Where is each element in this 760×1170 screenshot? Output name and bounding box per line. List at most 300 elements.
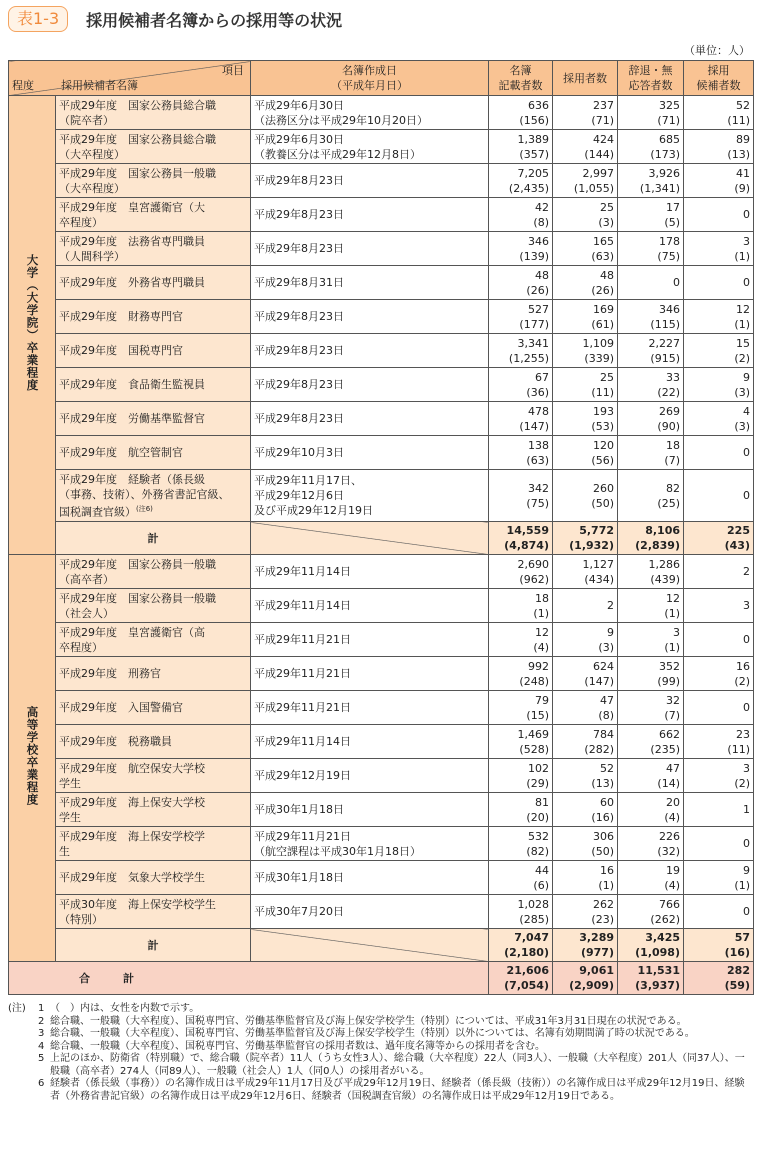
cell-hired xyxy=(553,368,618,402)
table-row xyxy=(9,759,754,793)
female-value-candidates: (11) xyxy=(727,742,750,756)
list-name-cell xyxy=(56,334,251,368)
value-candidates: 0 xyxy=(743,208,750,221)
value-registered: 44 xyxy=(535,863,549,877)
table-row xyxy=(9,300,754,334)
cell-registered xyxy=(489,725,553,759)
list-name-cell xyxy=(56,725,251,759)
cell-declined xyxy=(618,232,684,266)
table-row xyxy=(9,725,754,759)
cell-hired xyxy=(553,130,618,164)
value-candidates: 0 xyxy=(743,837,750,850)
cell-candidates xyxy=(684,266,754,300)
list-name: 平成29年度 国税専門官 xyxy=(59,344,183,357)
cell-hired xyxy=(553,759,618,793)
table-row xyxy=(9,130,754,164)
footnote-number: 2 xyxy=(38,1015,45,1027)
value-hired: 237 xyxy=(593,98,614,112)
female-value-candidates: (1) xyxy=(734,317,750,331)
list-date: 平成29年8月23日 xyxy=(251,368,489,402)
cell-declined xyxy=(618,164,684,198)
value-hired: 2 xyxy=(607,599,614,612)
cell-registered xyxy=(489,130,553,164)
female-value-declined: (90) xyxy=(657,419,680,433)
value-declined: 346 xyxy=(659,302,680,316)
header-level: 程度 xyxy=(12,79,34,92)
value-hired: 165 xyxy=(593,234,614,248)
cell-declined xyxy=(618,436,684,470)
table-row xyxy=(9,657,754,691)
cell-candidates xyxy=(684,793,754,827)
value-declined: 11,531 xyxy=(637,964,680,977)
value-candidates: 0 xyxy=(743,276,750,289)
list-name: 平成29年度 皇宮護衛官（大 卒程度） xyxy=(59,200,205,229)
value-candidates: 9 xyxy=(743,863,750,877)
list-date: 平成29年11月14日 xyxy=(251,725,489,759)
cell-hired xyxy=(553,232,618,266)
female-value-registered: (1,255) xyxy=(508,351,549,365)
value-declined: 2,227 xyxy=(648,336,680,350)
footnote-text: 経験者（係長級（事務））の名簿作成日は平成29年11月17日及び平成29年12月19日、経験者（係長級（技術））の名簿作成日は平成29年12月19日、経験者（外務省書記官級）の名簿作成日は平成29年12月6日、経験者（国税調査官級）の名簿作成日は平成29年12月19日である。 xyxy=(50,1078,745,1102)
value-registered: 532 xyxy=(528,829,549,843)
value-registered: 1,389 xyxy=(517,132,549,146)
value-declined: 18 xyxy=(666,438,680,452)
value-candidates: 41 xyxy=(736,166,750,180)
value-registered: 7,205 xyxy=(517,166,549,180)
cell-candidates xyxy=(684,555,754,589)
table-row xyxy=(9,164,754,198)
value-candidates: 12 xyxy=(736,302,750,316)
table-row xyxy=(9,436,754,470)
table-row xyxy=(9,895,754,929)
footnote-item xyxy=(8,1028,753,1041)
value-candidates: 4 xyxy=(743,404,750,418)
female-value-declined: (1,098) xyxy=(635,946,680,959)
level-category-cell xyxy=(9,96,56,555)
female-value-declined: (75) xyxy=(657,249,680,263)
female-value-registered: (63) xyxy=(526,453,549,467)
cell-candidates xyxy=(684,334,754,368)
list-name: 平成29年度 刑務官 xyxy=(59,667,161,680)
value-candidates: 0 xyxy=(743,633,750,646)
female-value-registered: (82) xyxy=(526,844,549,858)
female-value-registered: (26) xyxy=(526,283,549,297)
list-date: 平成30年1月18日 xyxy=(251,861,489,895)
female-value-hired: (339) xyxy=(584,351,614,365)
cell-candidates xyxy=(684,827,754,861)
value-declined: 12 xyxy=(666,591,680,605)
list-date: 平成29年12月19日 xyxy=(251,759,489,793)
list-name: 平成29年度 国家公務員一般職 （社会人） xyxy=(59,591,216,620)
value-hired: 624 xyxy=(593,659,614,673)
cell-candidates xyxy=(684,929,754,962)
header-row xyxy=(9,61,754,96)
value-candidates: 225 xyxy=(727,524,750,537)
header-date: 名簿作成日 （平成年月日） xyxy=(251,61,489,96)
cell-registered xyxy=(489,827,553,861)
list-date: 平成29年11月21日 （航空課程は平成30年1月18日） xyxy=(251,827,489,861)
female-value-hired: (56) xyxy=(591,453,614,467)
cell-registered xyxy=(489,300,553,334)
value-registered: 81 xyxy=(535,795,549,809)
female-value-registered: (4) xyxy=(533,640,549,654)
list-name-cell xyxy=(56,164,251,198)
cell-registered xyxy=(489,589,553,623)
female-value-hired: (282) xyxy=(584,742,614,756)
value-declined: 17 xyxy=(666,200,680,214)
footnote-item xyxy=(8,1041,753,1054)
value-hired: 47 xyxy=(600,693,614,707)
cell-registered xyxy=(489,164,553,198)
subtotal-row xyxy=(9,522,754,555)
value-hired: 3,289 xyxy=(579,931,614,944)
value-declined: 47 xyxy=(666,761,680,775)
table-row xyxy=(9,470,754,522)
cell-hired xyxy=(553,96,618,130)
cell-hired xyxy=(553,300,618,334)
cell-candidates xyxy=(684,657,754,691)
value-registered: 7,047 xyxy=(514,931,549,944)
value-declined: 3,926 xyxy=(648,166,680,180)
table-number-badge: 表1-3 xyxy=(8,6,68,32)
cell-declined xyxy=(618,300,684,334)
cell-declined xyxy=(618,895,684,929)
female-value-candidates: (3) xyxy=(734,419,750,433)
cell-registered xyxy=(489,96,553,130)
list-date: 平成29年8月31日 xyxy=(251,266,489,300)
cell-registered xyxy=(489,657,553,691)
list-name-cell xyxy=(56,96,251,130)
female-value-hired: (23) xyxy=(591,912,614,926)
page-title: 採用候補者名簿からの採用等の状況 xyxy=(86,10,343,30)
table-row xyxy=(9,368,754,402)
cell-registered xyxy=(489,623,553,657)
footnotes xyxy=(8,1003,753,1103)
value-registered: 12 xyxy=(535,625,549,639)
female-value-registered: (8) xyxy=(533,215,549,229)
female-value-declined: (439) xyxy=(650,572,680,586)
value-declined: 178 xyxy=(659,234,680,248)
female-value-candidates: (16) xyxy=(724,946,750,959)
cell-declined xyxy=(618,368,684,402)
cell-registered xyxy=(489,368,553,402)
female-value-hired: (13) xyxy=(591,776,614,790)
value-hired: 306 xyxy=(593,829,614,843)
footnote-number: 3 xyxy=(38,1028,45,1039)
cell-candidates xyxy=(684,725,754,759)
cell-declined xyxy=(618,589,684,623)
value-declined: 685 xyxy=(659,132,680,146)
cell-declined xyxy=(618,623,684,657)
value-declined: 32 xyxy=(666,693,680,707)
value-candidates: 16 xyxy=(736,659,750,673)
female-value-declined: (99) xyxy=(657,674,680,688)
footnote-prefix xyxy=(8,1016,38,1029)
cell-declined xyxy=(618,198,684,232)
table-row xyxy=(9,402,754,436)
value-declined: 269 xyxy=(659,404,680,418)
female-value-declined: (915) xyxy=(650,351,680,365)
list-name-cell xyxy=(56,402,251,436)
cell-hired xyxy=(553,623,618,657)
female-value-declined: (1,341) xyxy=(639,181,680,195)
cell-hired xyxy=(553,691,618,725)
cell-hired xyxy=(553,164,618,198)
value-hired: 25 xyxy=(600,370,614,384)
female-value-hired: (61) xyxy=(591,317,614,331)
cell-declined xyxy=(618,691,684,725)
cell-hired xyxy=(553,861,618,895)
cell-declined xyxy=(618,793,684,827)
value-declined: 766 xyxy=(659,897,680,911)
female-value-candidates: (11) xyxy=(727,113,750,127)
table-row xyxy=(9,827,754,861)
female-value-registered: (20) xyxy=(526,810,549,824)
list-name-cell xyxy=(56,198,251,232)
cell-registered xyxy=(489,470,553,522)
cell-candidates xyxy=(684,962,754,995)
value-hired: 262 xyxy=(593,897,614,911)
female-value-hired: (977) xyxy=(580,946,614,959)
table-row xyxy=(9,623,754,657)
list-name: 平成29年度 税務職員 xyxy=(59,735,172,748)
value-registered: 1,028 xyxy=(517,897,549,911)
cell-hired xyxy=(553,929,618,962)
value-hired: 48 xyxy=(600,268,614,282)
female-value-declined: (14) xyxy=(657,776,680,790)
cell-candidates xyxy=(684,470,754,522)
female-value-hired: (147) xyxy=(584,674,614,688)
cell-declined xyxy=(618,827,684,861)
value-candidates: 52 xyxy=(736,98,750,112)
value-candidates: 89 xyxy=(736,132,750,146)
value-candidates: 57 xyxy=(734,931,750,944)
value-registered: 527 xyxy=(528,302,549,316)
cell-registered xyxy=(489,895,553,929)
cell-hired xyxy=(553,334,618,368)
value-registered: 79 xyxy=(535,693,549,707)
list-name: 平成29年度 経験者（係長級 （事務、技術）、外務省書記官級、 国税調査官級） xyxy=(59,472,230,519)
female-value-registered: (15) xyxy=(526,708,549,722)
cell-hired xyxy=(553,266,618,300)
female-value-registered: (285) xyxy=(519,912,549,926)
list-name: 平成29年度 労働基準監督官 xyxy=(59,412,205,425)
cell-candidates xyxy=(684,861,754,895)
value-registered: 342 xyxy=(528,481,549,495)
list-name-cell xyxy=(56,555,251,589)
cell-hired xyxy=(553,470,618,522)
cell-candidates xyxy=(684,96,754,130)
value-declined: 82 xyxy=(666,481,680,495)
cell-candidates xyxy=(684,522,754,555)
header-registered: 名簿 記載者数 xyxy=(489,61,553,96)
cell-registered xyxy=(489,266,553,300)
female-value-candidates: (13) xyxy=(727,147,750,161)
cell-hired xyxy=(553,402,618,436)
female-value-hired: (53) xyxy=(591,419,614,433)
female-value-hired: (434) xyxy=(584,572,614,586)
cell-hired xyxy=(553,962,618,995)
list-name: 平成29年度 法務省専門職員 （人間科学） xyxy=(59,234,205,263)
footnote-prefix xyxy=(8,1053,38,1078)
level-category-label: 高等学校卒業程度 xyxy=(25,706,40,806)
cell-candidates xyxy=(684,130,754,164)
list-date: 平成29年8月23日 xyxy=(251,198,489,232)
grand-total-label: 合 計 xyxy=(9,962,489,995)
cell-candidates xyxy=(684,691,754,725)
list-date: 平成29年11月14日 xyxy=(251,589,489,623)
list-name: 平成29年度 財務専門官 xyxy=(59,310,183,323)
footnote-text: 総合職、一般職（大卒程度）、国税専門官、労働基準監督官の採用者数は、過年度名簿等からの採用者を含む。 xyxy=(50,1040,545,1052)
cell-registered xyxy=(489,793,553,827)
footnote-item xyxy=(8,1016,753,1029)
female-value-registered: (248) xyxy=(519,674,549,688)
cell-declined xyxy=(618,470,684,522)
female-value-hired: (1,055) xyxy=(573,181,614,195)
female-value-registered: (177) xyxy=(519,317,549,331)
cell-hired xyxy=(553,589,618,623)
cell-declined xyxy=(618,555,684,589)
footnote-text: （ ）内は、女性を内数で示す。 xyxy=(50,1003,200,1014)
list-name: 平成29年度 気象大学校学生 xyxy=(59,871,205,884)
female-value-hired: (26) xyxy=(591,283,614,297)
female-value-candidates: (2) xyxy=(734,776,750,790)
level-category-label: 大学（大学院）卒業程度 xyxy=(25,254,40,392)
cell-candidates xyxy=(684,232,754,266)
value-hired: 260 xyxy=(593,481,614,495)
female-value-registered: (75) xyxy=(526,496,549,510)
cell-candidates xyxy=(684,402,754,436)
value-registered: 21,606 xyxy=(506,964,549,977)
table-row xyxy=(9,266,754,300)
list-name-cell xyxy=(56,130,251,164)
table-row xyxy=(9,334,754,368)
value-hired: 2,997 xyxy=(582,166,614,180)
value-hired: 5,772 xyxy=(579,524,614,537)
cell-registered xyxy=(489,232,553,266)
value-hired: 9 xyxy=(607,625,614,639)
value-registered: 67 xyxy=(535,370,549,384)
female-value-registered: (1) xyxy=(533,606,549,620)
value-candidates: 0 xyxy=(743,446,750,459)
value-hired: 16 xyxy=(600,863,614,877)
list-name: 平成29年度 食品衛生監視員 xyxy=(59,378,205,391)
list-name-cell xyxy=(56,623,251,657)
value-registered: 992 xyxy=(528,659,549,673)
female-value-registered: (29) xyxy=(526,776,549,790)
female-value-declined: (25) xyxy=(657,496,680,510)
value-candidates: 2 xyxy=(743,565,750,578)
female-value-declined: (4) xyxy=(664,878,680,892)
female-value-declined: (262) xyxy=(650,912,680,926)
value-hired: 193 xyxy=(593,404,614,418)
header-list-name: 採用候補者名簿 xyxy=(61,79,138,92)
cell-candidates xyxy=(684,300,754,334)
cell-candidates xyxy=(684,895,754,929)
female-value-declined: (173) xyxy=(650,147,680,161)
list-date: 平成29年10月3日 xyxy=(251,436,489,470)
female-value-registered: (147) xyxy=(519,419,549,433)
value-registered: 1,469 xyxy=(517,727,549,741)
female-value-declined: (32) xyxy=(657,844,680,858)
cell-declined xyxy=(618,96,684,130)
list-name: 平成29年度 国家公務員一般職 （大卒程度） xyxy=(59,166,216,195)
table-row xyxy=(9,793,754,827)
value-registered: 478 xyxy=(528,404,549,418)
female-value-registered: (156) xyxy=(519,113,549,127)
value-declined: 8,106 xyxy=(645,524,680,537)
subtotal-label: 計 xyxy=(56,522,251,555)
list-date: 平成29年8月23日 xyxy=(251,300,489,334)
list-name-cell xyxy=(56,759,251,793)
value-candidates: 3 xyxy=(743,761,750,775)
grand-total-row xyxy=(9,962,754,995)
cell-candidates xyxy=(684,164,754,198)
list-date: 平成29年8月23日 xyxy=(251,334,489,368)
female-value-registered: (2,435) xyxy=(508,181,549,195)
value-hired: 424 xyxy=(593,132,614,146)
female-value-candidates: (1) xyxy=(734,249,750,263)
list-name: 平成29年度 国家公務員総合職 （大卒程度） xyxy=(59,132,216,161)
list-name-cell xyxy=(56,657,251,691)
cell-candidates xyxy=(684,436,754,470)
table-row xyxy=(9,691,754,725)
value-registered: 14,559 xyxy=(506,524,549,537)
female-value-declined: (1) xyxy=(664,606,680,620)
cell-hired xyxy=(553,436,618,470)
female-value-candidates: (9) xyxy=(734,181,750,195)
female-value-candidates: (1) xyxy=(734,878,750,892)
female-value-registered: (962) xyxy=(519,572,549,586)
value-hired: 120 xyxy=(593,438,614,452)
value-registered: 18 xyxy=(535,591,549,605)
list-date: 平成29年8月23日 xyxy=(251,164,489,198)
header-candidates: 採用 候補者数 xyxy=(684,61,754,96)
value-candidates: 0 xyxy=(743,489,750,502)
list-name: 平成29年度 国家公務員一般職 （高卒者） xyxy=(59,557,216,586)
value-candidates: 3 xyxy=(743,234,750,248)
list-name-cell xyxy=(56,827,251,861)
female-value-declined: (71) xyxy=(657,113,680,127)
female-value-registered: (4,874) xyxy=(504,539,549,552)
value-candidates: 1 xyxy=(743,803,750,816)
female-value-declined: (5) xyxy=(664,215,680,229)
cell-declined xyxy=(618,522,684,555)
list-name-cell xyxy=(56,691,251,725)
value-declined: 19 xyxy=(666,863,680,877)
female-value-hired: (3) xyxy=(598,640,614,654)
female-value-candidates: (59) xyxy=(724,979,750,992)
table-row xyxy=(9,96,754,130)
female-value-hired: (16) xyxy=(591,810,614,824)
cell-candidates xyxy=(684,623,754,657)
female-value-candidates: (2) xyxy=(734,674,750,688)
value-candidates: 3 xyxy=(743,599,750,612)
list-name: 平成29年度 海上保安学校学 生 xyxy=(59,829,205,858)
value-declined: 0 xyxy=(673,276,680,289)
female-value-registered: (7,054) xyxy=(504,979,549,992)
cell-registered xyxy=(489,522,553,555)
list-name: 平成29年度 皇宮護衛官（高 卒程度） xyxy=(59,625,205,654)
female-value-declined: (4) xyxy=(664,810,680,824)
cell-hired xyxy=(553,895,618,929)
list-name: 平成29年度 航空管制官 xyxy=(59,446,183,459)
recruitment-table xyxy=(8,60,754,995)
cell-registered xyxy=(489,198,553,232)
cell-registered xyxy=(489,691,553,725)
table-row xyxy=(9,232,754,266)
list-name: 平成29年度 外務省専門職員 xyxy=(59,276,205,289)
